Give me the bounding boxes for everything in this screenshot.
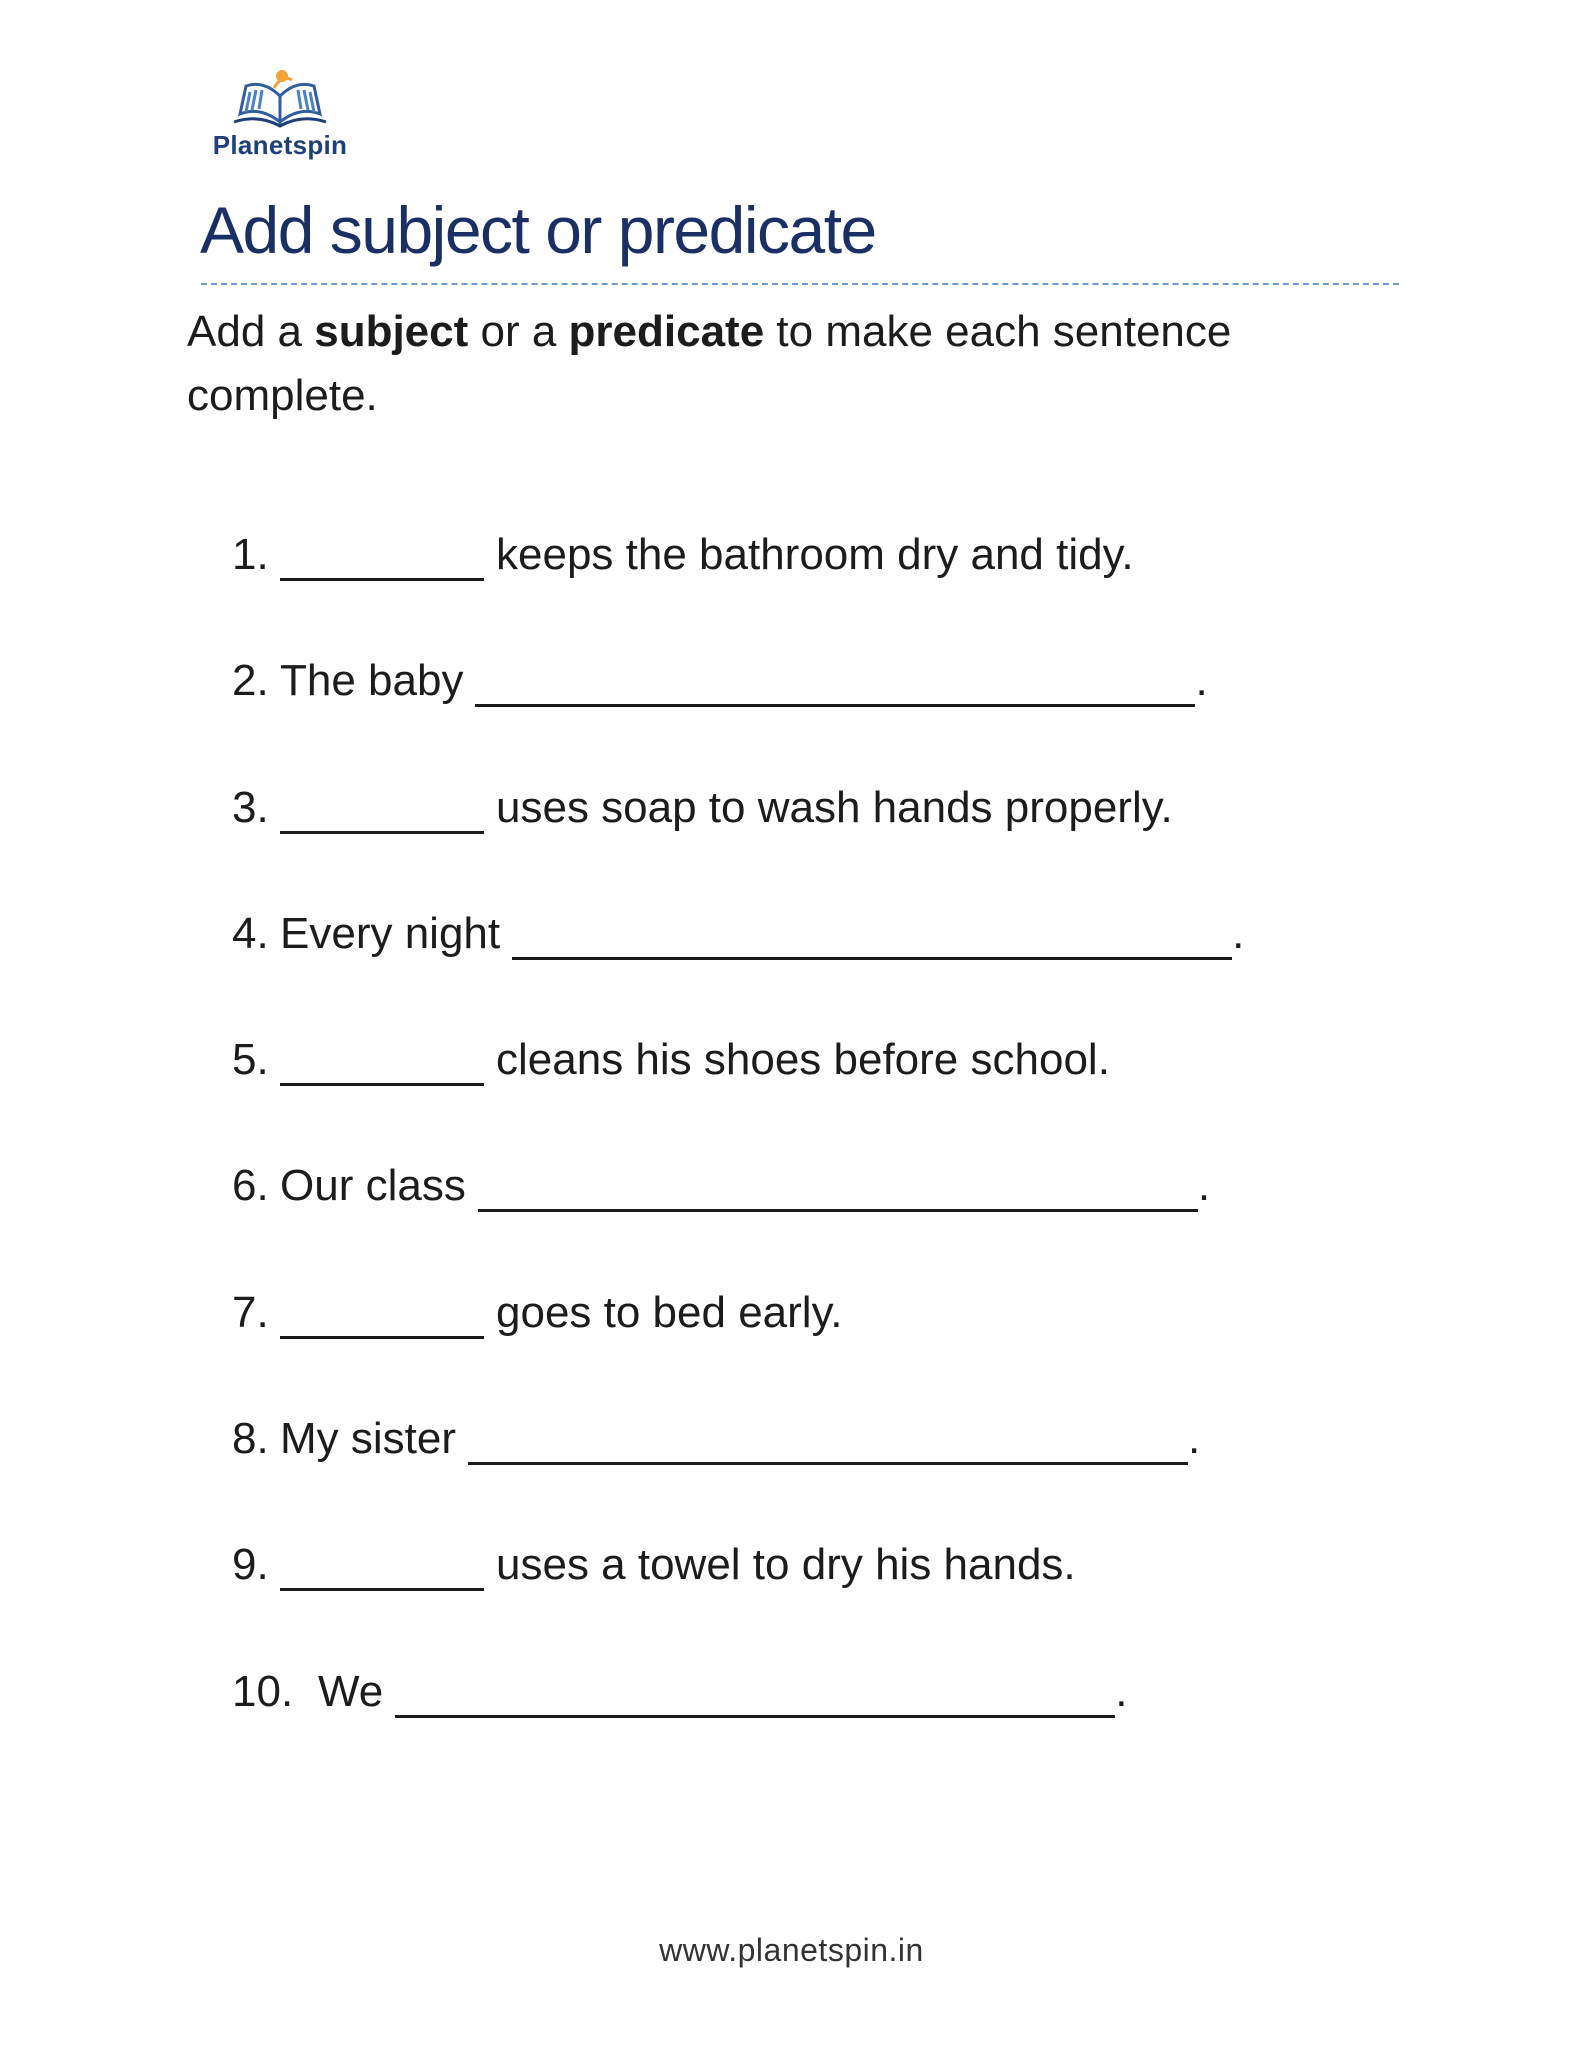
answer-blank[interactable] [395,1665,1115,1718]
question-number: 7. [232,1287,269,1337]
answer-blank[interactable] [280,781,484,834]
question-item [232,520,1244,646]
question-text: goes to bed early. [496,1287,843,1337]
instructions-text: or a [468,307,569,356]
question-text: Every night [280,908,501,958]
answer-blank[interactable] [280,1286,484,1339]
question-end: . [1232,908,1245,958]
page-title: Add subject or predicate [200,193,876,267]
question-text: The baby [280,656,464,706]
question-number: 5. [232,1035,269,1085]
instructions-text: Add a [187,307,315,356]
answer-blank[interactable] [478,1159,1198,1212]
answer-blank[interactable] [280,528,484,581]
question-item [232,773,1244,899]
question-number: 6. [232,1161,269,1211]
question-text: uses a towel to dry his hands. [496,1540,1076,1590]
question-item [232,1530,1244,1656]
question-end: . [1195,656,1208,706]
question-item [232,1151,1244,1277]
instructions-bold-predicate: predicate [568,307,765,356]
open-book-icon [230,66,330,128]
question-list [232,520,1244,1783]
question-number: 8. [232,1414,269,1464]
question-item [232,1404,1244,1530]
question-item [232,1025,1244,1151]
question-number: 10. [232,1666,294,1716]
footer-url: www.planetspin.in [659,1932,924,1968]
question-number: 3. [232,782,269,832]
title-divider [201,283,1399,285]
answer-blank[interactable] [475,654,1195,707]
answer-blank[interactable] [280,1538,484,1591]
instructions-text: to make each sentence complete. [187,307,1232,420]
question-text: Our class [280,1161,466,1211]
question-text: keeps the bathroom dry and tidy. [496,530,1134,579]
question-text: uses soap to wash hands properly. [496,782,1173,832]
question-number: 2. [232,656,269,706]
question-end: . [1197,1161,1211,1211]
question-item [232,646,1244,772]
question-item [232,899,1244,1025]
answer-blank[interactable] [512,907,1232,960]
question-number: 4. [232,908,269,958]
planetspin-logo [205,66,355,161]
question-item [232,1657,1244,1783]
answer-blank[interactable] [280,1033,484,1086]
logo-text: Planetspin [212,130,348,160]
question-text: cleans his shoes before school. [496,1035,1110,1085]
answer-blank[interactable] [468,1412,1188,1465]
instructions-bold-subject: subject [314,307,469,356]
question-number: 9. [232,1540,269,1590]
question-end: . [1115,1666,1128,1716]
question-item [232,1278,1244,1404]
question-number: 1. [232,530,269,579]
question-end: . [1188,1414,1201,1464]
question-text: We [318,1666,384,1716]
instructions [187,300,1337,428]
question-text: My sister [280,1414,456,1464]
